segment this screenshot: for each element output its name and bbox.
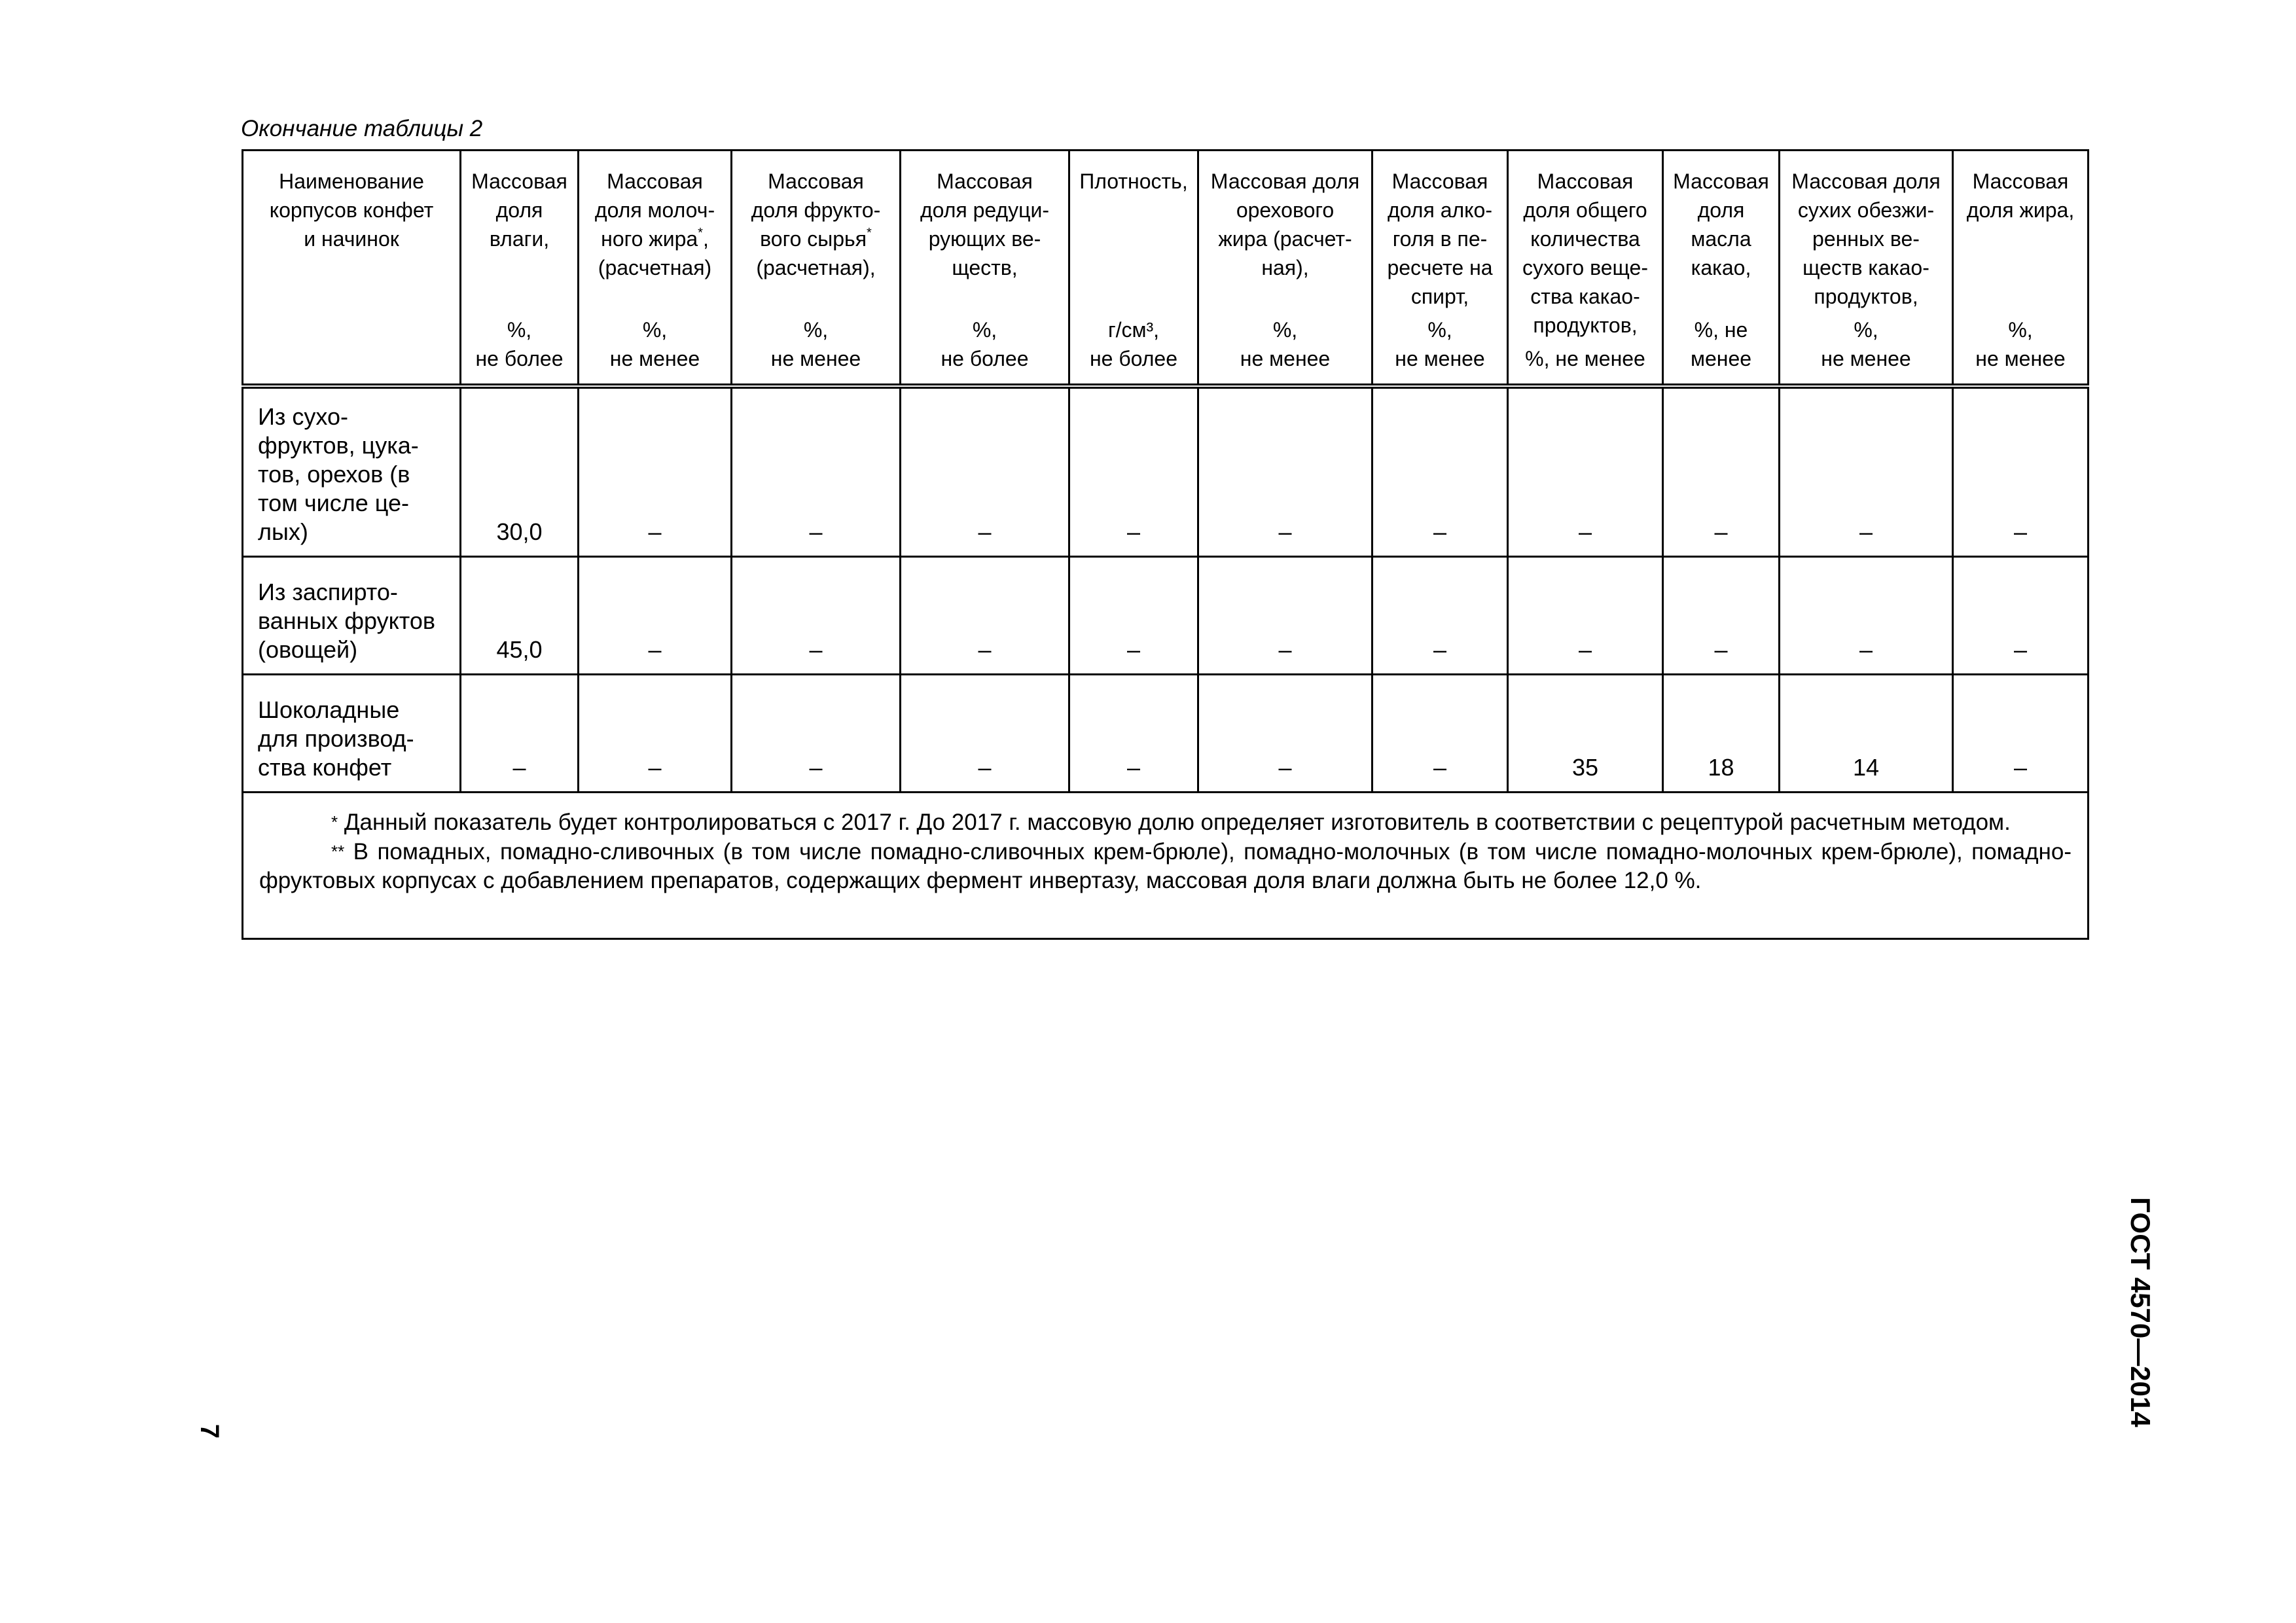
column-header — [1780, 151, 1953, 387]
footnote-marker: ** — [331, 841, 345, 861]
column-header-title — [1668, 167, 1774, 282]
table-cell: – — [901, 386, 1069, 556]
column-header — [461, 151, 579, 387]
column-header — [243, 151, 461, 387]
column-header-text: Массовая доля сухих обезжи- ренных ве- ществ какао- продуктов, — [1791, 169, 1941, 308]
table-cell: – — [732, 556, 901, 674]
column-header-unit: %, не менее — [1690, 318, 1752, 370]
column-header-title — [905, 167, 1064, 282]
column-header-text: Массовая доля влаги, — [471, 169, 567, 251]
column-header-text: Массовая доля масла какао, — [1673, 169, 1769, 279]
column-header — [1953, 151, 2089, 387]
column-header-unit: %, не менее — [1525, 347, 1645, 370]
table-cell: – — [1372, 386, 1508, 556]
column-header-title — [1513, 167, 1658, 340]
column-header-title — [736, 167, 895, 282]
table-cell: – — [732, 674, 901, 792]
column-header — [1663, 151, 1780, 387]
column-header-text: Массовая доля фрукто- вого сырья — [751, 169, 881, 251]
table-cell: 30,0 — [461, 386, 579, 556]
column-header — [1198, 151, 1372, 387]
footnotes-row — [243, 792, 2089, 938]
table-cell: – — [1198, 556, 1372, 674]
footnote-text: Данный показатель будет контролироваться с 2017 г. До 2017 г. массовую долю определяет изготовитель в соответствии с рецептурой расчетным методом. — [338, 809, 2011, 835]
column-header-text: (расчетная), — [756, 256, 876, 279]
table-cell: 14 — [1780, 674, 1953, 792]
table-cell: 45,0 — [461, 556, 579, 674]
table-cell: – — [1953, 674, 2089, 792]
column-header — [732, 151, 901, 387]
column-header-title — [465, 167, 573, 253]
table-cell: – — [579, 556, 732, 674]
column-header-text: Массовая доля молоч- ного жира — [594, 169, 715, 251]
table-cell: – — [732, 386, 901, 556]
table-cell: – — [1953, 386, 2089, 556]
footnote-text: В помадных, помадно-сливочных (в том числе помадно-сливочных крем-брюле), помадно-молочных (в том числе помадно-молочных крем-брюле), помадно-фруктовых корпусах с добавлением препаратов, содержащих фермент инвертазу, массовая доля влаги должна быть не более 12,0 %. — [259, 838, 2072, 893]
footnote-ref: * — [867, 226, 872, 240]
table-cell: – — [1372, 556, 1508, 674]
footnote-marker: * — [331, 812, 338, 832]
table-cell: – — [901, 674, 1069, 792]
table-cell: 35 — [1508, 674, 1663, 792]
table-cell: – — [1508, 386, 1663, 556]
table-cell: – — [1069, 386, 1198, 556]
footnotes-cell — [243, 792, 2089, 938]
footnote-ref: * — [698, 226, 703, 240]
column-header-text: Наименование корпусов конфет и начинок — [269, 169, 434, 251]
table-cell: – — [1069, 556, 1198, 674]
table-cell: – — [579, 386, 732, 556]
table-cell: – — [1198, 386, 1372, 556]
product-name-cell: Из сухо- фруктов, цука- тов, орехов (в том числе це- лых) — [243, 386, 461, 556]
column-header-title — [1074, 167, 1193, 196]
column-header-text: Массовая доля орехового жира (расчет- ная), — [1210, 169, 1360, 279]
footnote — [259, 808, 2072, 837]
column-header-title — [1958, 167, 2083, 224]
table-cell: – — [1508, 556, 1663, 674]
table-row — [243, 386, 2089, 556]
requirements-table — [242, 149, 2089, 940]
column-header — [1372, 151, 1508, 387]
column-header — [1508, 151, 1663, 387]
document-code: ГОСТ 4570—2014 — [2125, 1197, 2156, 1427]
column-header-unit: %, не менее — [1240, 318, 1331, 370]
column-header-unit: %, не более — [941, 318, 1029, 370]
column-header — [579, 151, 732, 387]
product-name-cell: Шоколадные для производ- ства конфет — [243, 674, 461, 792]
product-name-cell: Из заспирто- ванных фруктов (овощей) — [243, 556, 461, 674]
table-cell: – — [579, 674, 732, 792]
table-cell: – — [901, 556, 1069, 674]
column-header-text: Плотность, — [1079, 169, 1188, 193]
table-cell: – — [1953, 556, 2089, 674]
column-header — [1069, 151, 1198, 387]
column-header-text: , (расчетная) — [598, 227, 712, 279]
column-header-unit: %, не менее — [770, 318, 861, 370]
column-header-text: Массовая доля редуци- рующих ве- ществ, — [920, 169, 1050, 279]
table-caption: Окончание таблицы 2 — [241, 116, 483, 141]
column-header-title — [1377, 167, 1503, 311]
column-header — [901, 151, 1069, 387]
header-row — [243, 151, 2089, 387]
table-row — [243, 556, 2089, 674]
footnote — [259, 837, 2072, 895]
table-cell: – — [1780, 386, 1953, 556]
table-cell: – — [1663, 386, 1780, 556]
column-header-text: Массовая доля жира, — [1966, 169, 2075, 222]
table-row — [243, 674, 2089, 792]
column-header-unit: %, не более — [475, 318, 564, 370]
table-cell: – — [1372, 674, 1508, 792]
column-header-unit: %, не менее — [1975, 318, 2066, 370]
column-header-title — [583, 167, 726, 282]
table-cell: – — [1069, 674, 1198, 792]
column-header-unit: г/см³, не более — [1089, 318, 1178, 370]
page-number: 7 — [195, 1423, 224, 1439]
column-header-title — [247, 167, 456, 253]
table-cell: – — [1663, 556, 1780, 674]
column-header-title — [1784, 167, 1948, 311]
column-header-unit: %, не менее — [609, 318, 700, 370]
column-header-text: Массовая доля алко- голя в пе- ресчете на спирт, — [1387, 169, 1493, 308]
column-header-unit: %, не менее — [1395, 318, 1485, 370]
table-cell: – — [1780, 556, 1953, 674]
table-cell: 18 — [1663, 674, 1780, 792]
table-cell: – — [1198, 674, 1372, 792]
column-header-unit: %, не менее — [1821, 318, 1911, 370]
column-header-title — [1203, 167, 1367, 282]
table-cell: – — [461, 674, 579, 792]
column-header-text: Массовая доля общего количества сухого веще- ства какао- продуктов, — [1522, 169, 1648, 337]
